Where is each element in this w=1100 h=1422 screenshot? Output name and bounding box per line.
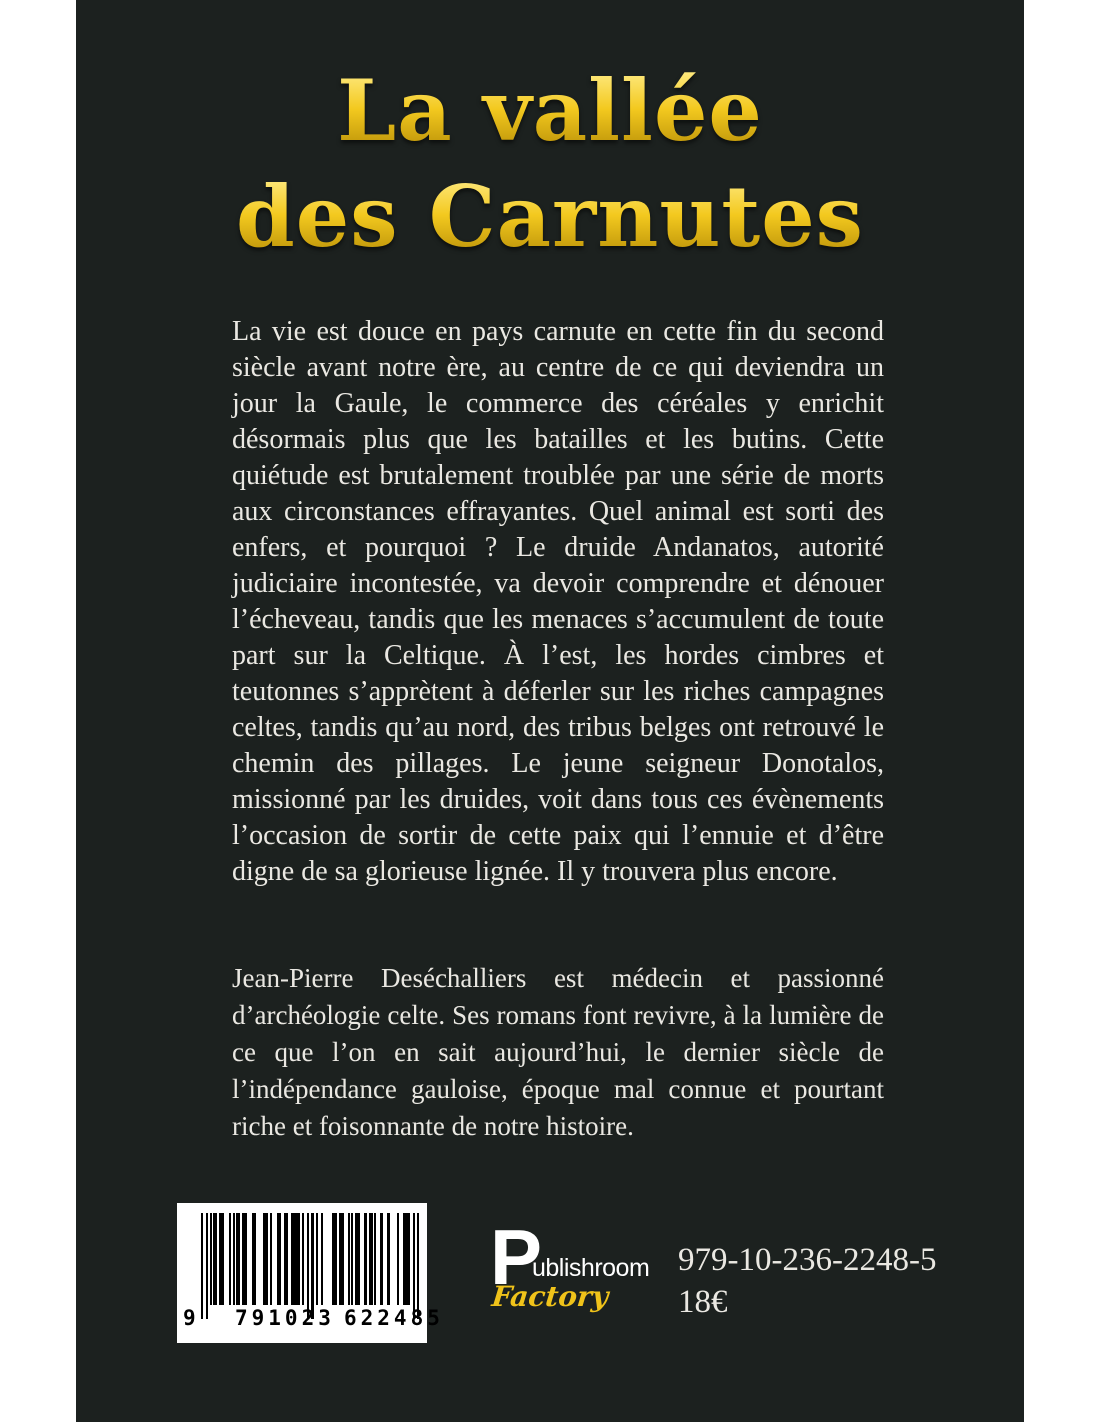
book-back-cover [76,0,1024,1422]
barcode-bar [380,1213,382,1305]
barcode-bar [265,1213,267,1305]
barcode-bar [321,1213,323,1305]
barcode-bar [413,1213,415,1319]
barcode-bar [311,1213,313,1319]
barcode-bar [286,1213,288,1305]
barcode-bar [316,1213,318,1305]
barcode [177,1203,444,1343]
book-title-line1: La vallée [76,58,1024,164]
barcode-digits-right-group: 622485 [344,1306,444,1330]
barcode-bar [298,1213,300,1305]
barcode-bar [270,1213,272,1305]
barcode-bar [201,1213,203,1319]
barcode-bar [245,1213,247,1305]
barcode-bar [279,1213,281,1305]
barcode-bar [302,1213,304,1305]
publisher-logo-factory: Factory [490,1280,610,1313]
barcode-bar [215,1213,217,1305]
barcode-bar [254,1213,256,1305]
author-bio-text: Jean-Pierre Deséchalliers est médecin et passionné d’archéologie celte. Ses romans font revivre, à la lumière de ce que l’on en sait aujourd’hui, le dernier siècle de l’indépendance gauloise, époque mal connue et pourtant riche et foisonnante de notre histoire. [232,963,884,1141]
book-title-line2: des Carnutes [76,164,1024,270]
barcode-bar [374,1213,376,1305]
barcode-bar [229,1213,231,1305]
book-title [76,58,1024,270]
barcode-bar [238,1213,240,1305]
synopsis-text: La vie est douce en pays carnute en cette fin du second siècle avant notre ère, au centre de ce qui deviendra un jour la Gaule, le commerce des céréales y enrichit désormais plus que les batailles et les butins. Cette quiétude est brutalement troublée par une série de morts aux circonstances effrayantes. Quel animal est sorti des enfers, et pourquoi ? Le druide Andanatos, autorité judiciaire incontestée, va devoir comprendre et dénouer l’écheveau, tandis que les menaces s’accumulent de toute part sur la Celtique. À l’est, les hordes cimbres et teutonnes s’apprètent à déferler sur les riches campagnes celtes, tandis qu’au nord, des tribus belges ont retrouvé le chemin des pillages. Le jeune seigneur Donotalos, missionné par les druides, voit dans tous ces évènements l’occasion de sortir de cette paix qui l’ennuie et d’être digne de sa glorieuse lignée. Il y trouvera plus encore. [232,316,884,887]
barcode-digits-left-group: 791023 [235,1306,335,1330]
barcode-bar [387,1213,389,1305]
barcode-bars [201,1213,421,1321]
barcode-bar [334,1213,336,1305]
publisher-logo [490,1213,710,1333]
price: 18€ [678,1284,728,1320]
barcode-bar [417,1213,419,1319]
barcode-bar [341,1213,343,1305]
barcode-bar [364,1213,366,1305]
barcode-bar [351,1213,353,1305]
barcode-bar [307,1213,309,1319]
barcode-bar [222,1213,224,1305]
barcode-bar [408,1213,410,1305]
barcode-bar [397,1213,399,1305]
barcode-bar [357,1213,359,1305]
publisher-logo-initial: P [490,1213,543,1301]
barcode-digit-leading: 9 [183,1306,196,1330]
isbn-price-block [678,1239,936,1323]
publisher-logo-name: ublishroom [532,1254,650,1282]
barcode-bar [206,1213,208,1319]
isbn-number: 979-10-236-2248-5 [678,1242,937,1278]
